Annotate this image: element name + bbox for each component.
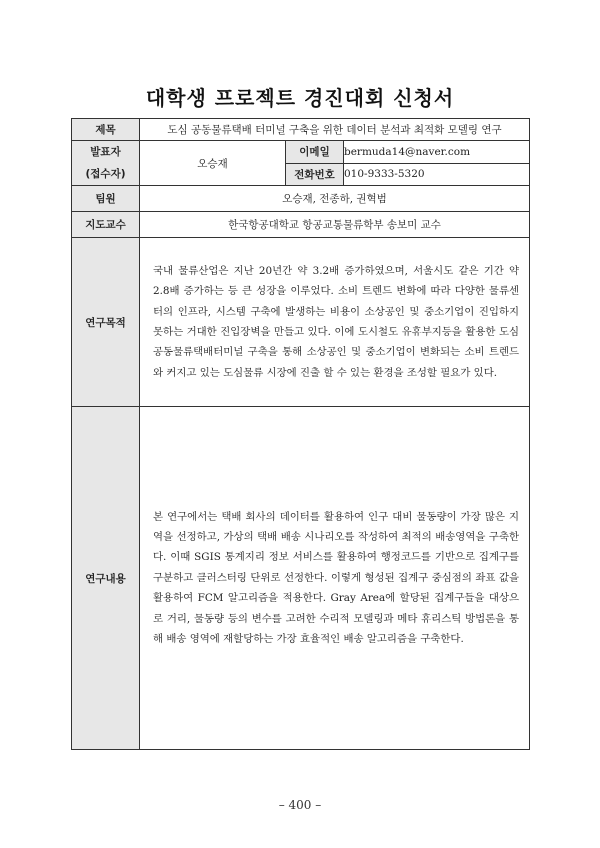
subject-label: 제목	[72, 119, 140, 141]
team-label: 팀원	[72, 186, 140, 212]
purpose-text: 국내 물류산업은 지난 20년간 약 3.2배 증가하였으며, 서울시도 같은 기간 약 2.8배 증가하는 등 큰 성장을 이루었다. 소비 트렌드 변화에 따라 다양한 물류센터의 인프라, 시스템 구축에 발생하는 비용이 소상공인 및 중소기업이 진입하지 못하는 거대한 진입장벽을 만들고 있다. 이에 도시철도 유휴부지등을 활용한 도심공동물류택배터미널 구축을 통해 소상공인 및 중소기업이 변화되는 소비 트렌드와 커지고 있는 도심물류 시장에 진출 할 수 있는 환경을 조성할 필요가 있다.	[153, 264, 520, 379]
presenter-value: 오승재	[140, 141, 286, 186]
document-title: 대학생 프로젝트 경진대회 신청서	[145, 86, 455, 110]
advisor-row	[72, 212, 530, 238]
purpose-row	[72, 238, 530, 407]
application-form-table	[71, 118, 530, 750]
team-value: 오승재, 전종하, 권혁범	[140, 186, 530, 212]
team-row	[72, 186, 530, 212]
presenter-label-line1: 발표자	[90, 146, 121, 158]
purpose-label: 연구목적	[72, 238, 140, 407]
purpose-cell	[140, 238, 530, 407]
content-cell	[140, 407, 530, 750]
subject-value: 도심 공동물류택배 터미널 구축을 위한 데이터 분석과 최적화 모델링 연구	[140, 119, 530, 141]
advisor-label: 지도교수	[72, 212, 140, 238]
presenter-email-row	[72, 141, 530, 164]
presenter-label	[72, 141, 140, 186]
content-label: 연구내용	[72, 407, 140, 750]
content-row	[72, 407, 530, 750]
content-text: 본 연구에서는 택배 회사의 데이터를 활용하여 인구 대비 물동량이 가장 많은 지역을 선정하고, 가상의 택배 배송 시나리오를 작성하여 최적의 배송영역을 구축한다. 이때 SGIS 통계지리 정보 서비스를 활용하여 행정코드를 기반으로 집계구를 구분하고 클러스터링 단위로 선정한다. 이렇게 형성된 집계구 중심점의 좌표 값을 활용하여 FCM 알고리즘을 적용한다. Gray Area에 할당된 집계구들을 대상으로 거리, 물동량 등의 변수를 고려한 수리적 모델링과 메타 휴리스틱 방법론을 통해 배송 영역에 재할당하는 가장 효율적인 배송 알고리즘을 구축한다.	[153, 510, 520, 646]
email-label: 이메일	[286, 141, 344, 164]
page-number: – 400 –	[278, 798, 322, 812]
email-value: bermuda14@naver.com	[344, 141, 530, 164]
phone-label: 전화번호	[286, 163, 344, 186]
phone-value: 010-9333-5320	[344, 163, 530, 186]
subject-row	[72, 119, 530, 141]
presenter-label-line2: (접수자)	[85, 168, 126, 180]
advisor-value: 한국항공대학교 항공교통물류학부 송보미 교수	[140, 212, 530, 238]
